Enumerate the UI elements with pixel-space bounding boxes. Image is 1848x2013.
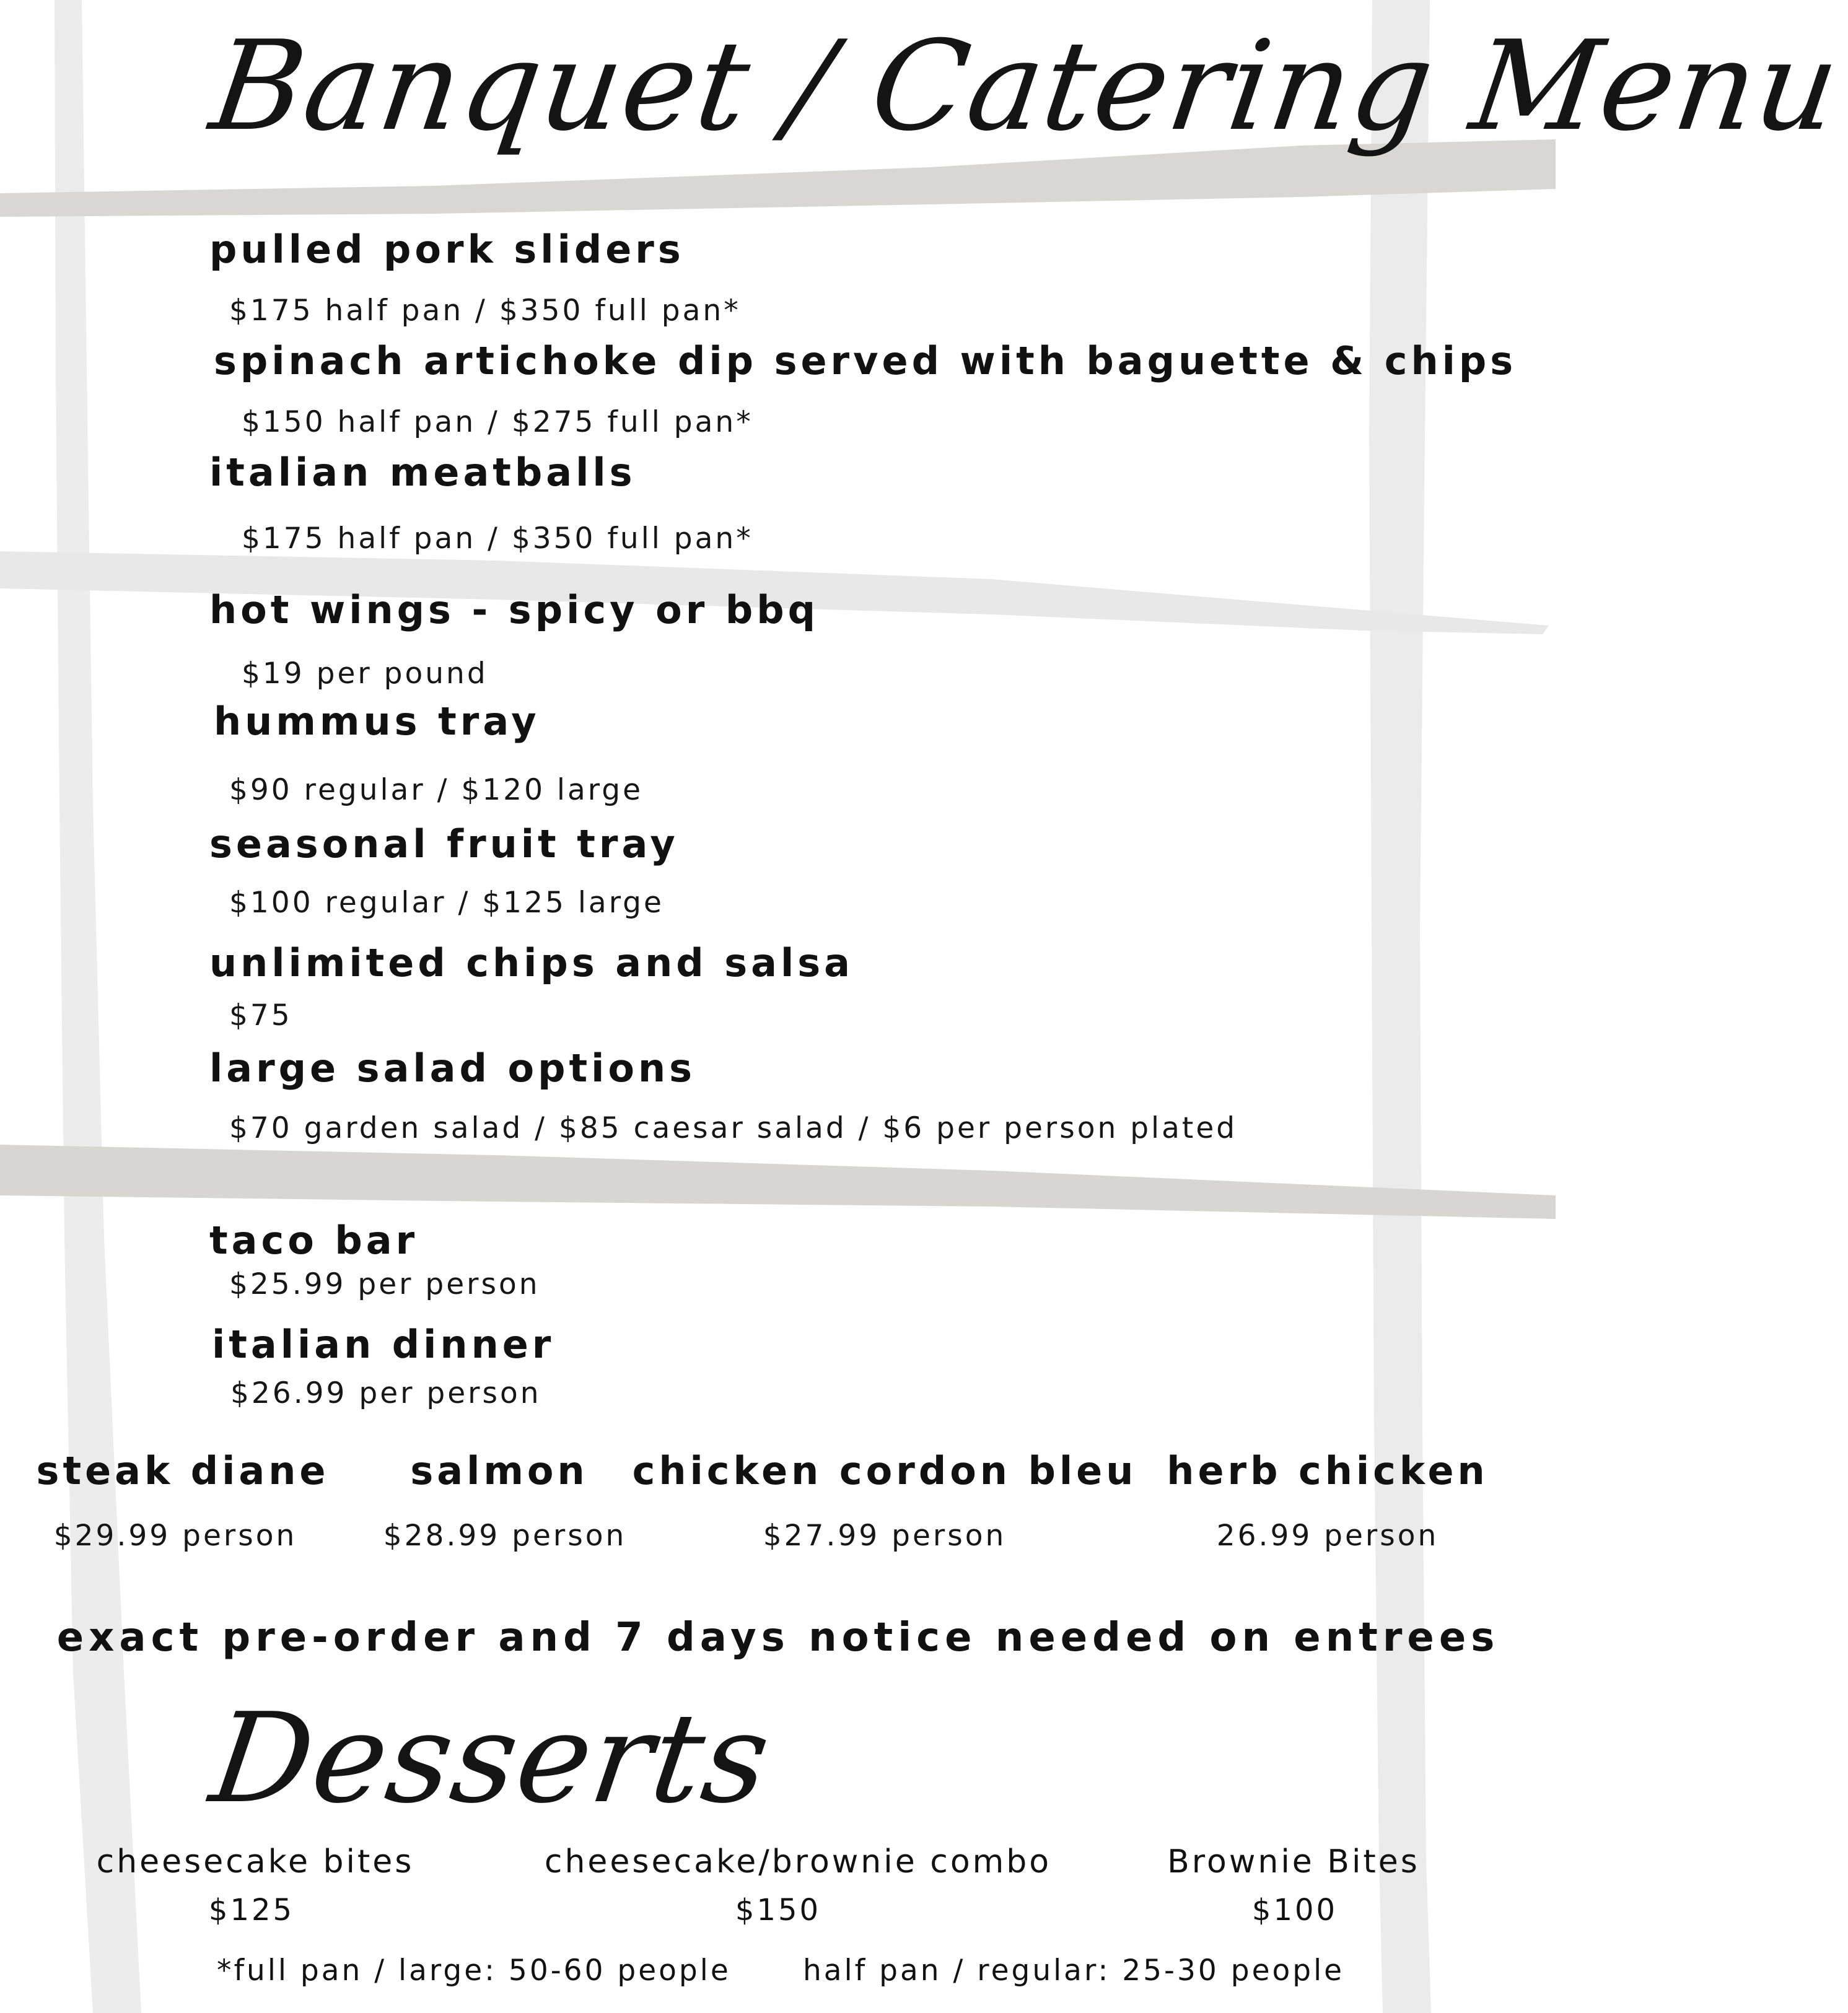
- footnote-half-pan: half pan / regular: 25-30 people: [803, 1954, 1345, 1988]
- entree-price-herb-chicken: 26.99 person: [1216, 1519, 1439, 1553]
- entree-name-steak-diane: steak diane: [36, 1448, 330, 1493]
- footnote-full-pan: *full pan / large: 50-60 people: [217, 1954, 731, 1988]
- dinner-name-taco-bar: taco bar: [209, 1218, 419, 1263]
- dinner-price-taco-bar: $25.99 per person: [229, 1267, 540, 1301]
- item-price-spinach-artichoke-dip: $150 half pan / $275 full pan*: [242, 405, 753, 439]
- entree-price-steak-diane: $29.99 person: [53, 1519, 297, 1553]
- dinner-price-italian-dinner: $26.99 per person: [230, 1376, 541, 1410]
- item-price-seasonal-fruit-tray: $100 regular / $125 large: [229, 886, 664, 920]
- entree-notice: exact pre-order and 7 days notice needed on entrees: [56, 1615, 1500, 1661]
- entree-price-chicken-cordon-bleu: $27.99 person: [763, 1519, 1007, 1553]
- item-price-large-salad-options: $70 garden salad / $85 caesar salad / $6 per person plated: [229, 1111, 1238, 1145]
- entree-name-chicken-cordon-bleu: chicken cordon bleu: [632, 1448, 1137, 1493]
- item-name-pulled-pork-sliders: pulled pork sliders: [209, 227, 685, 272]
- item-name-hot-wings: hot wings - spicy or bbq: [209, 587, 819, 632]
- item-name-large-salad-options: large salad options: [209, 1046, 696, 1091]
- dessert-price-brownie-bites: $100: [1251, 1893, 1338, 1928]
- item-name-seasonal-fruit-tray: seasonal fruit tray: [209, 821, 679, 867]
- entree-name-herb-chicken: herb chicken: [1167, 1448, 1489, 1493]
- item-price-italian-meatballs: $175 half pan / $350 full pan*: [242, 522, 753, 556]
- item-price-hot-wings: $19 per pound: [242, 657, 488, 691]
- item-price-hummus-tray: $90 regular / $120 large: [229, 773, 644, 807]
- item-name-italian-meatballs: italian meatballs: [209, 450, 636, 495]
- dessert-price-cheesecake-brownie-combo: $150: [735, 1893, 821, 1928]
- entree-price-salmon: $28.99 person: [383, 1519, 627, 1553]
- item-name-spinach-artichoke-dip: spinach artichoke dip served with baguette & chips: [214, 338, 1517, 383]
- dinner-name-italian-dinner: italian dinner: [212, 1322, 555, 1367]
- dessert-price-cheesecake-bites: $125: [208, 1893, 295, 1928]
- dessert-name-cheesecake-bites: cheesecake bites: [96, 1843, 414, 1880]
- menu-title: Banquet / Catering Menu: [203, 14, 1848, 159]
- dessert-name-brownie-bites: Brownie Bites: [1167, 1843, 1420, 1880]
- entree-name-salmon: salmon: [410, 1448, 589, 1493]
- item-price-unlimited-chips-salsa: $75: [229, 998, 292, 1033]
- dessert-name-cheesecake-brownie-combo: cheesecake/brownie combo: [544, 1843, 1052, 1880]
- item-price-pulled-pork-sliders: $175 half pan / $350 full pan*: [229, 294, 741, 328]
- item-name-unlimited-chips-salsa: unlimited chips and salsa: [209, 940, 854, 985]
- desserts-title: Desserts: [203, 1687, 779, 1831]
- item-name-hummus-tray: hummus tray: [214, 699, 540, 744]
